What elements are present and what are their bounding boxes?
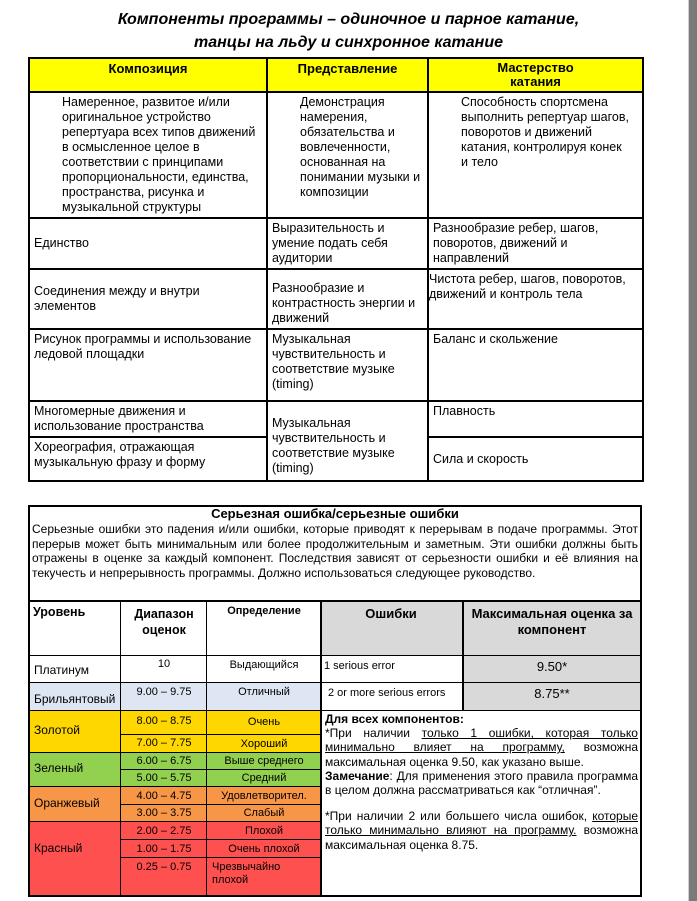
page-edge-line — [688, 0, 689, 901]
definition-row: Выше среднего — [224, 755, 304, 767]
definition-row: Плохой — [244, 825, 284, 837]
grid-line — [120, 857, 320, 858]
grid-line — [120, 769, 320, 770]
grid-line — [206, 602, 207, 895]
range-row: 4.00 – 4.75 — [136, 790, 192, 802]
criterion-pattern: Рисунок программы и использование ледовой площадки — [29, 329, 267, 401]
header-composition: Композиция — [29, 58, 267, 92]
definition-row: Очень — [247, 716, 281, 728]
range-row: 8.00 – 8.75 — [136, 715, 192, 727]
range-row: 0.25 – 0.75 — [136, 861, 192, 873]
criterion-variety-energy: Разнообразие и контрастность энергии и движений — [267, 269, 428, 329]
range-row: 1.00 – 1.75 — [136, 843, 192, 855]
note-one: *При наличии только 1 ошибки, которая только минимально влияет на программу, возможна максимальная оценка 9.50, как указано выше. — [325, 726, 638, 769]
range-row: 7.00 – 7.75 — [136, 737, 192, 749]
range-row: 3.00 – 3.75 — [136, 807, 192, 819]
serious-errors-title: Серьезная ошибка/серьезные ошибки — [211, 506, 459, 521]
criterion-unity: Единство — [29, 218, 267, 269]
col-header-level: Уровень — [33, 605, 86, 619]
level-diamond: Брильянтовый — [34, 692, 116, 706]
grid-line — [30, 821, 320, 822]
criterion-variety-edges: Разнообразие ребер, шагов, поворотов, движений и направлений — [428, 218, 643, 269]
criterion-expressiveness: Выразительность и умение подать себя аудитории — [267, 218, 428, 269]
header-skating-skills: Мастерство катания — [428, 58, 643, 92]
criterion-musical-sensitivity: Музыкальная чувствительность и соответствие музыке (timing) — [267, 329, 428, 401]
max-one: 9.50* — [536, 659, 568, 674]
grid-line — [30, 752, 320, 753]
grid-line — [320, 602, 322, 895]
grid-line — [30, 710, 640, 711]
page-title-line1: Компоненты программы – одиночное и парное катание, — [117, 11, 580, 28]
notes-block — [325, 712, 638, 852]
grid-line — [120, 839, 320, 840]
definition-row: Очень плохой — [228, 843, 300, 855]
definition-row: Хороший — [240, 738, 288, 750]
grid-line — [120, 602, 121, 895]
grid-line — [120, 734, 320, 735]
range-row: 10 — [157, 658, 171, 670]
definition-presentation: Демонстрация намерения, обязательства и вовлеченности, основанная на понимании музыки и композиции — [267, 92, 428, 218]
grid-line — [30, 655, 640, 656]
page-title-line2: танцы на льду и синхронное катание — [193, 34, 504, 51]
note-remark: Замечание: Для применения этого правила программа в целом должна рассматриваться как “отличная”. — [325, 768, 638, 798]
definition-row: Средний — [241, 772, 287, 784]
col-header-errors: Ошибки — [365, 606, 417, 621]
col-header-range: Диапазон оценок — [134, 607, 194, 637]
definition-row: Чрезвычайно плохой — [212, 861, 281, 886]
grid-line — [462, 602, 464, 710]
definition-row: Выдающийся — [229, 659, 299, 671]
max-two: 8.75** — [534, 686, 570, 701]
criterion-musical-sensitivity-2: Музыкальная чувствительность и соответствие музыке (timing) — [267, 401, 428, 481]
header-presentation: Представление — [267, 58, 428, 92]
serious-errors-paragraph: Серьезные ошибки это падения и/или ошибки, которые приводят к перерывам в подаче программы. Этот перерыв может быть минимальным или более продолжительным и заметным. Эти ошибки должны быть отражены в оценке за каждый компонент. Последствия зависят от серьезности ошибки и её влияния на текучесть и непрерывность программы. Должно использоваться следующее руководство. — [32, 522, 638, 580]
notes-all-title: Для всех компонентов: — [325, 712, 464, 726]
criterion-power-speed: Сила и скорость — [428, 437, 643, 481]
definition-skating-skills: Способность спортсмена выполнить репертуар шагов, поворотов и движений катания, контролируя конек и тело — [428, 92, 643, 218]
components-table — [28, 57, 644, 482]
grid-line — [30, 786, 320, 787]
grid-line — [120, 804, 320, 805]
col-header-max: Максимальная оценка за компонент — [471, 606, 633, 637]
errors-one: 1 serious error — [324, 660, 395, 672]
criterion-clarity-edges: Чистота ребер, шагов, поворотов, движений и контроль тела — [428, 269, 643, 329]
level-orange: Оранжевый — [34, 796, 100, 810]
range-row: 9.00 – 9.75 — [136, 686, 192, 698]
range-row: 6.00 – 6.75 — [136, 755, 192, 767]
col-header-definition: Определение — [227, 605, 301, 617]
level-red: Красный — [34, 841, 83, 855]
criterion-multidimensional: Многомерные движения и использование пространства — [29, 401, 267, 437]
definition-composition: Намеренное, развитое и/или оригинальное устройство репертуара всех типов движений в осмысленное целое в соответствии с принципами пропорциональности, единства, пространства, рисунка и музыкальной структуры — [29, 92, 267, 218]
page-edge — [689, 0, 697, 901]
level-red-bg — [30, 821, 120, 895]
errors-two: 2 or more serious errors — [328, 687, 446, 699]
level-gold: Золотой — [34, 723, 80, 737]
definition-row: Слабый — [243, 807, 285, 819]
criterion-balance-glide: Баланс и скольжение — [428, 329, 643, 401]
criterion-flow: Плавность — [428, 401, 643, 437]
range-row: 2.00 – 2.75 — [136, 825, 192, 837]
level-green: Зеленый — [34, 761, 84, 775]
definition-row: Удовлетворител. — [221, 790, 307, 802]
range-row: 5.00 – 5.75 — [136, 772, 192, 784]
criterion-connections: Соединения между и внутри элементов — [29, 269, 267, 329]
level-platinum: Платинум — [34, 663, 89, 677]
note-two: *При наличии 2 или большего числа ошибок, которые только минимально влияют на программу. возможна максимальная оценка 8.75. — [325, 809, 638, 852]
criterion-choreography: Хореография, отражающая музыкальную фразу и форму — [29, 437, 267, 481]
grid-line — [30, 682, 640, 683]
definition-row: Отличный — [238, 686, 290, 698]
